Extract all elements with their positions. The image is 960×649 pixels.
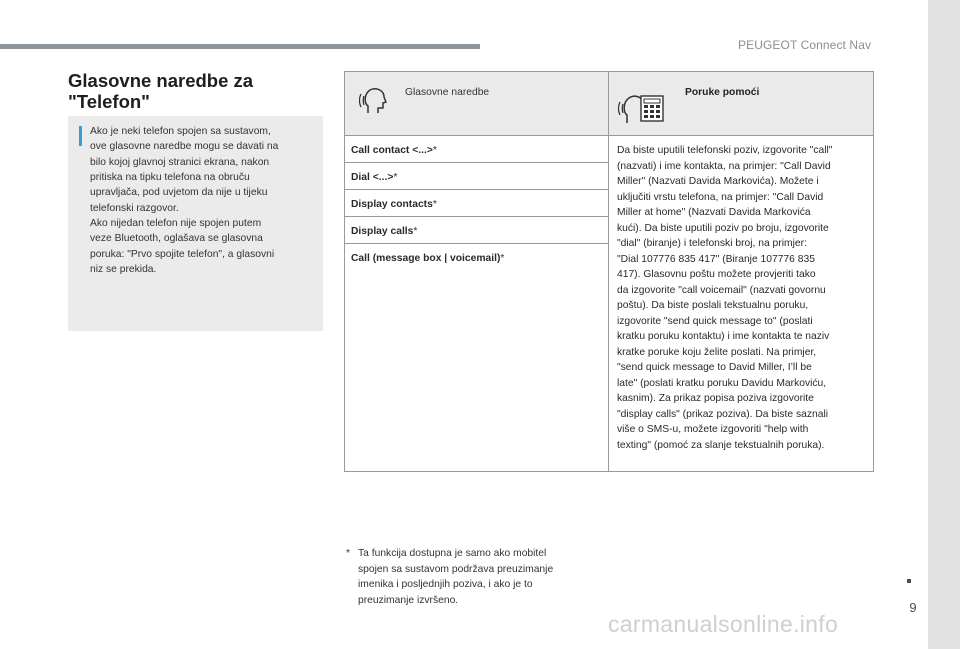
footnote-marker: * xyxy=(432,145,437,156)
info-line: pritiska na tipku telefona na obruču xyxy=(90,172,250,184)
table-row xyxy=(345,163,608,190)
info-line: upravljača, pod uvjetom da nije u tijeku xyxy=(90,187,268,199)
info-line: telefonski razgovor. xyxy=(90,202,179,214)
info-line: bilo kojoj glavnoj stranici ekrana, nakon xyxy=(90,156,270,168)
response-line: izgovorite "send quick message to" (poslati xyxy=(617,315,813,327)
response-line: uključiti vrstu telefona, na primjer: "Call David xyxy=(617,191,824,203)
footnote-marker: * xyxy=(432,199,437,210)
commands-column xyxy=(345,136,609,471)
info-box xyxy=(68,116,323,331)
command-label: Display calls xyxy=(351,226,414,237)
table-header-commands xyxy=(345,72,609,136)
response-line: 417). Glasovnu poštu možete provjeriti tako xyxy=(617,269,816,280)
section-title xyxy=(68,70,328,112)
section-title-line-1: Glasovne naredbe za xyxy=(68,70,254,91)
footnote-line: Ta funkcija dostupna je samo ako mobitel xyxy=(358,548,547,559)
response-line: "dial" (biranje) i telefonski broj, na primjer: xyxy=(617,238,807,249)
table-row xyxy=(345,136,608,163)
table-header-label: Glasovne naredbe xyxy=(405,87,490,98)
response-line: "display calls" (prikaz poziva). Da biste saznali xyxy=(617,408,829,420)
command-label: Dial <...> xyxy=(351,172,394,183)
footnote-marker: * xyxy=(500,253,505,264)
footnote-marker: * xyxy=(393,172,398,183)
header-title: PEUGEOT Connect Nav xyxy=(738,38,872,52)
table-header-help xyxy=(609,72,873,136)
info-text xyxy=(90,124,314,277)
response-line: kratke poruke koju želite poslati. Na primjer, xyxy=(617,346,817,358)
info-line: Ako nijedan telefon nije spojen putem xyxy=(90,218,262,230)
info-line: ove glasovne naredbe mogu se davati na xyxy=(90,141,279,153)
response-line: Da biste uputili telefonski poziv, izgovorite "call" xyxy=(617,145,833,156)
section-title-line-2: "Telefon" xyxy=(68,91,150,112)
response-line: više o SMS-u, možete izgovoriti "help with xyxy=(617,424,809,435)
command-label: Call contact <...> xyxy=(351,145,433,156)
footnote-marker: * xyxy=(413,226,418,237)
info-line: Ako je neki telefon spojen sa sustavom, xyxy=(90,126,271,137)
response-line: texting" (pomoć za slanje tekstualnih poruka). xyxy=(617,439,825,451)
table-header-label: Poruke pomoći xyxy=(685,87,760,98)
response-line: late" (poslati kratku poruku Davidu Markoviću, xyxy=(617,377,827,389)
command-label: Display contacts xyxy=(351,199,433,210)
response-line: (nazvati) i ime kontakta, na primjer: "Call David xyxy=(617,160,831,172)
response-line: kući). Da biste uputili poziv po broju, izgovorite xyxy=(617,222,829,234)
voice-commands-table xyxy=(344,71,874,472)
response-line: Miller" (Nazvati Davida Markovića). Možete i xyxy=(617,176,819,187)
info-line: niz se prekida. xyxy=(90,264,157,276)
response-line: "send quick message to David Miller, I’ll be xyxy=(617,362,812,373)
table-row xyxy=(345,244,608,271)
footnote-line: imenika i posljednjih poziva, i ako je to xyxy=(358,579,533,591)
response-line: Miller at home" (Nazvati Davida Markovića xyxy=(617,207,811,218)
help-messages-cell xyxy=(610,136,873,471)
footnote-asterisk: * xyxy=(346,548,351,559)
speaking-head-icon xyxy=(359,82,393,116)
table-row xyxy=(345,217,608,244)
footnote xyxy=(346,546,596,608)
footnote-text xyxy=(346,546,596,608)
info-line: veze Bluetooth, oglašava se glasovna xyxy=(90,233,263,245)
response-line: "Dial 107776 835 417" (Biranje 107776 835 xyxy=(617,253,815,265)
info-line: poruka: "Prvo spojite telefon", a glasovni xyxy=(90,248,275,260)
speaking-head-with-screen-icon xyxy=(617,82,673,126)
response-line: kasnim). Za prikaz popisa poziva izgovorite xyxy=(617,393,814,404)
page-number: 9 xyxy=(909,600,917,615)
page-marker xyxy=(907,579,911,583)
footnote-line: spojen sa sustavom podržava preuzimanje xyxy=(358,563,554,575)
command-label: Call (message box | voicemail) xyxy=(351,253,501,264)
footnote-line: preuzimanje izvršeno. xyxy=(358,594,459,606)
response-line: kratku poruku kontaktu) i ime kontakta te naziv xyxy=(617,331,830,342)
response-line: da izgovorite "call voicemail" (nazvati govornu xyxy=(617,284,826,296)
watermark: carmanualsonline.info xyxy=(608,611,839,637)
table-row xyxy=(345,190,608,217)
header-rule xyxy=(0,44,480,49)
info-accent-bar xyxy=(79,126,82,146)
side-strip xyxy=(928,0,960,649)
response-line: poštu). Da biste poslali tekstualnu poruku, xyxy=(617,300,809,311)
